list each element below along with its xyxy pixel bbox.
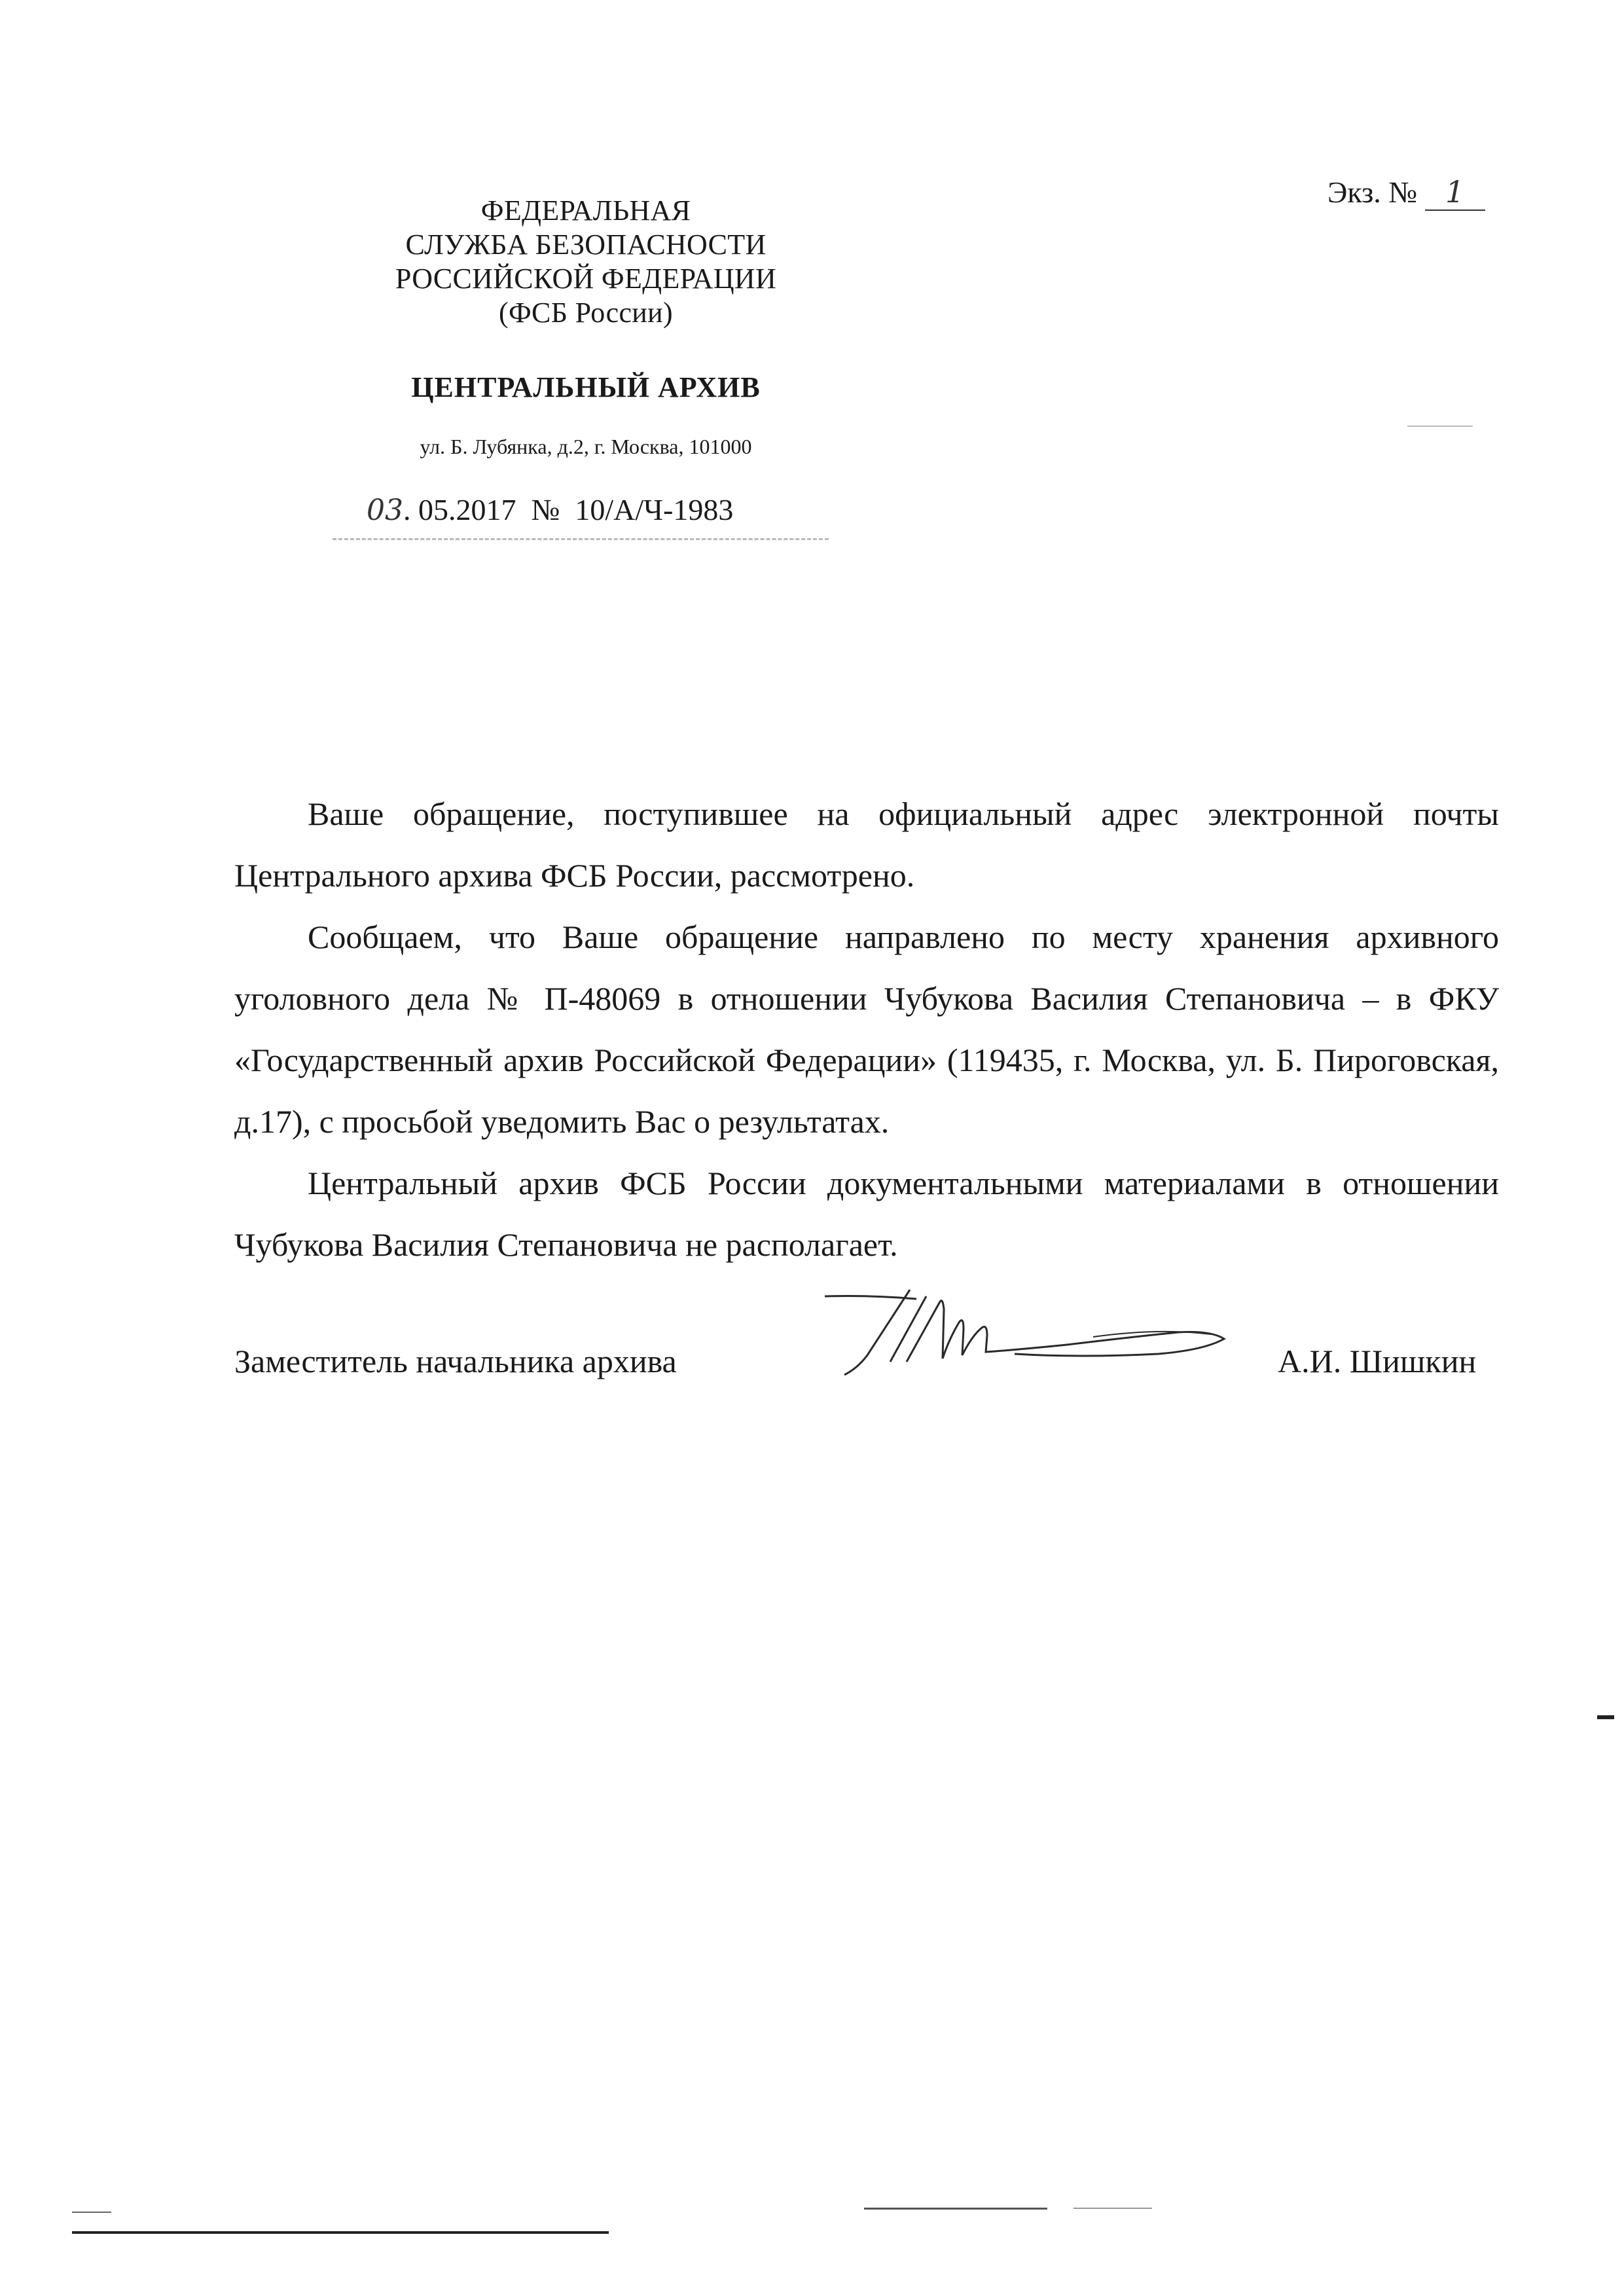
scan-mark	[72, 2212, 111, 2213]
archive-address: ул. Б. Лубянка, д.2, г. Москва, 101000	[420, 435, 752, 458]
body-paragraph: Сообщаем, что Ваше обращение направлено по месту хранения архивного уголовного дела № П-48069 в отношении Чубукова Василия Степановича – в ФКУ «Государственный архив Российской Федерации» (119435, г. Москва, ул. Б. Пироговская, д.17), с просьбой уведомить Вас о результатах.	[234, 919, 1499, 1140]
date-rest: . 05.2017	[403, 493, 516, 526]
body-paragraph: Ваше обращение, поступившее на официальный адрес электронной почты Центрального архива ФСБ России, рассмотрено.	[234, 795, 1499, 894]
letter-body	[234, 783, 1499, 1275]
signer-name: А.И. Шишкин	[1278, 1343, 1477, 1379]
scan-mark	[1407, 426, 1473, 427]
handwritten-signature	[818, 1277, 1237, 1394]
agency-line: РОССИЙСКОЙ ФЕДЕРАЦИИ	[395, 263, 777, 295]
registration-line	[367, 492, 825, 527]
body-paragraph: Центральный архив ФСБ России документальными материалами в отношении Чубукова Василия Степановича не располагает.	[234, 1165, 1499, 1263]
agency-line: ФЕДЕРАЛЬНАЯ	[480, 194, 691, 227]
registration-underline	[333, 538, 829, 540]
scan-mark	[72, 2231, 609, 2234]
scan-mark	[1074, 2208, 1152, 2209]
registration-number: 10/А/Ч-1983	[575, 493, 734, 526]
handwritten-date-day: 03	[367, 494, 403, 527]
agency-line: СЛУЖБА БЕЗОПАСНОСТИ	[405, 228, 767, 261]
copy-number-handwritten: 1	[1425, 174, 1485, 211]
archive-name: ЦЕНТРАЛЬНЫЙ АРХИВ	[411, 371, 761, 403]
copy-label: Экз. №	[1327, 175, 1418, 209]
signer-position: Заместитель начальника архива	[234, 1343, 677, 1379]
scan-mark	[864, 2208, 1047, 2210]
copy-number	[1327, 174, 1485, 211]
agency-header	[327, 194, 844, 330]
number-sign: №	[531, 493, 560, 526]
agency-line: (ФСБ России)	[499, 297, 673, 329]
scan-mark	[1597, 1715, 1614, 1719]
